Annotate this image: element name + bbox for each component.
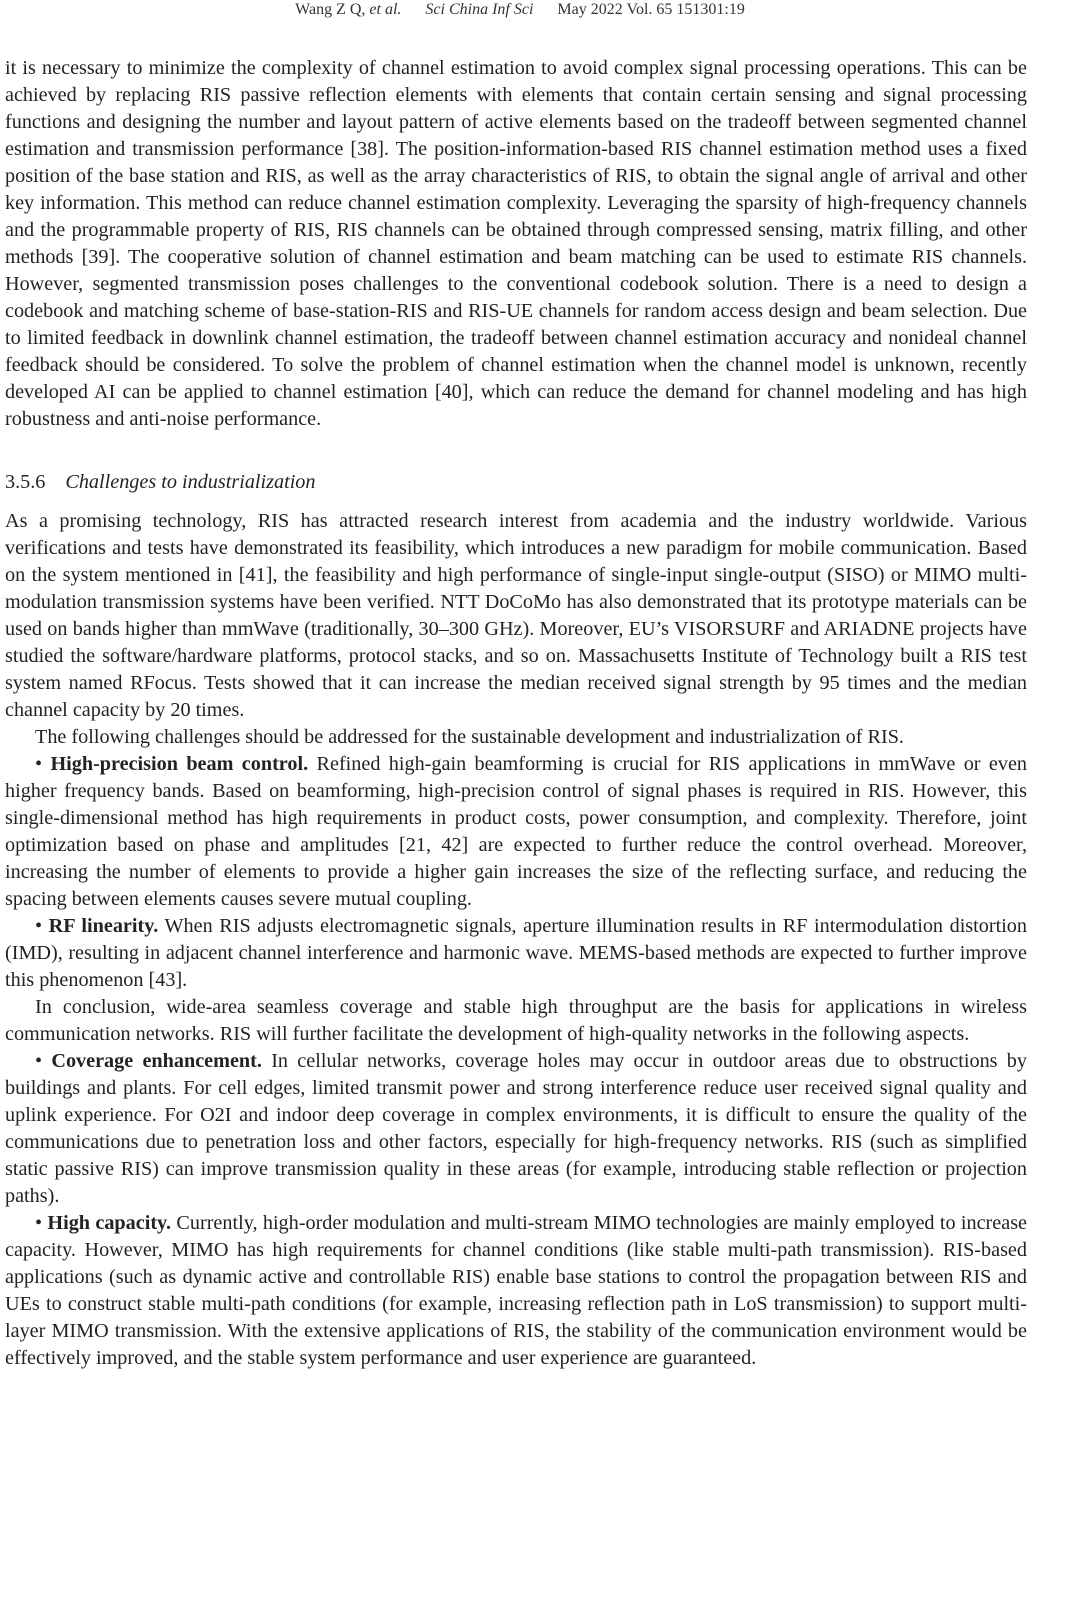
- bullet-item: • Coverage enhancement. In cellular networks, coverage holes may occur in outdoor areas due to obstructions by buildings and plants. For cell edges, limited transmit power and strong interference reduce user received signal quality and uplink experience. For O2I and indoor deep coverage in complex environments, it is difficult to ensure the quality of the communications due to penetration loss and other factors, especially for high-frequency networks. RIS (such as simplified static passive RIS) can improve transmission quality in these areas (for example, introducing stable reflection or projection paths).: [5, 1050, 1027, 1207]
- paragraph: it is necessary to minimize the complexity of channel estimation to avoid complex signal processing operations. This can be achieved by replacing RIS passive reflection elements with elements that contain certain sensing and signal processing functions and designing the number and layout pattern of active elements based on the tradeoff between segmented channel estimation and transmission performance [38]. The position-information-based RIS channel estimation method uses a fixed position of the base station and RIS, as well as the array characteristics of RIS, to obtain the signal angle of arrival and other key information. This method can reduce channel estimation complexity. Leveraging the sparsity of high-frequency channels and the programmable property of RIS, RIS channels can be obtained through compressed sensing, matrix filling, and other methods [39]. The cooperative solution of channel estimation and beam matching can be used to estimate RIS channels. However, segmented transmission poses challenges to the conventional codebook solution. There is a need to design a codebook and matching scheme of base-station-RIS and RIS-UE channels for random access design and beam selection. Due to limited feedback in downlink channel estimation, the tradeoff between channel estimation accuracy and nonideal channel feedback should be considered. To solve the problem of channel estimation when the channel model is unknown, recently developed AI can be applied to channel estimation [40], which can reduce the demand for channel modeling and has high robustness and anti-noise performance.: [5, 57, 1027, 430]
- header-issue: May 2022 Vol. 65 151301:19: [557, 1, 745, 18]
- bullet-item: • High-precision beam control. Refined high-gain beamforming is crucial for RIS applications in mmWave or even higher frequency bands. Based on beamforming, high-precision control of signal phases is required in RIS. However, this single-dimensional method has high requirements in product costs, power consumption, and complexity. Therefore, joint optimization based on phase and amplitudes [21, 42] are expected to further reduce the control overhead. Moreover, increasing the number of elements to provide a higher gain increases the size of the reflecting surface, and reducing the spacing between elements causes severe mutual coupling.: [5, 753, 1027, 910]
- header-journal: Sci China Inf Sci: [425, 1, 534, 18]
- section-heading: 3.5.6 Challenges to industrialization: [5, 471, 316, 493]
- page-body: [5, 55, 1027, 1372]
- paragraph: The following challenges should be addressed for the sustainable development and industrialization of RIS.: [35, 726, 904, 748]
- header-authors: Wang Z Q, et al.: [295, 1, 402, 18]
- running-header: [0, 0, 1040, 20]
- bullet-item: • RF linearity. When RIS adjusts electromagnetic signals, aperture illumination results in RF intermodulation distortion (IMD), resulting in adjacent channel interference and harmonic wave. MEMS-based methods are expected to further improve this phenomenon [43].: [5, 915, 1027, 991]
- paragraph: In conclusion, wide-area seamless coverage and stable high throughput are the basis for applications in wireless communication networks. RIS will further facilitate the development of high-quality networks in the following aspects.: [5, 996, 1027, 1045]
- paragraph: As a promising technology, RIS has attracted research interest from academia and the industry worldwide. Various verifications and tests have demonstrated its feasibility, which introduces a new paradigm for mobile communication. Based on the system mentioned in [41], the feasibility and high performance of single-input single-output (SISO) or MIMO multi-modulation transmission systems have been verified. NTT DoCoMo has also demonstrated that its prototype materials can be used on bands higher than mmWave (traditionally, 30–300 GHz). Moreover, EU’s VISORSURF and ARIADNE projects have studied the software/hardware platforms, protocol stacks, and so on. Massachusetts Institute of Technology built a RIS test system named RFocus. Tests showed that it can increase the median received signal strength by 95 times and the median channel capacity by 20 times.: [5, 510, 1027, 721]
- bullet-item: • High capacity. Currently, high-order modulation and multi-stream MIMO technologies are mainly employed to increase capacity. However, MIMO has high requirements for channel conditions (like stable multi-path transmission). RIS-based applications (such as dynamic active and controllable RIS) enable base stations to control the propagation between RIS and UEs to construct stable multi-path conditions (for example, increasing reflection path in LoS transmission) to support multi-layer MIMO transmission. With the extensive applications of RIS, the stability of the communication environment would be effectively improved, and the stable system performance and user experience are guaranteed.: [5, 1212, 1028, 1369]
